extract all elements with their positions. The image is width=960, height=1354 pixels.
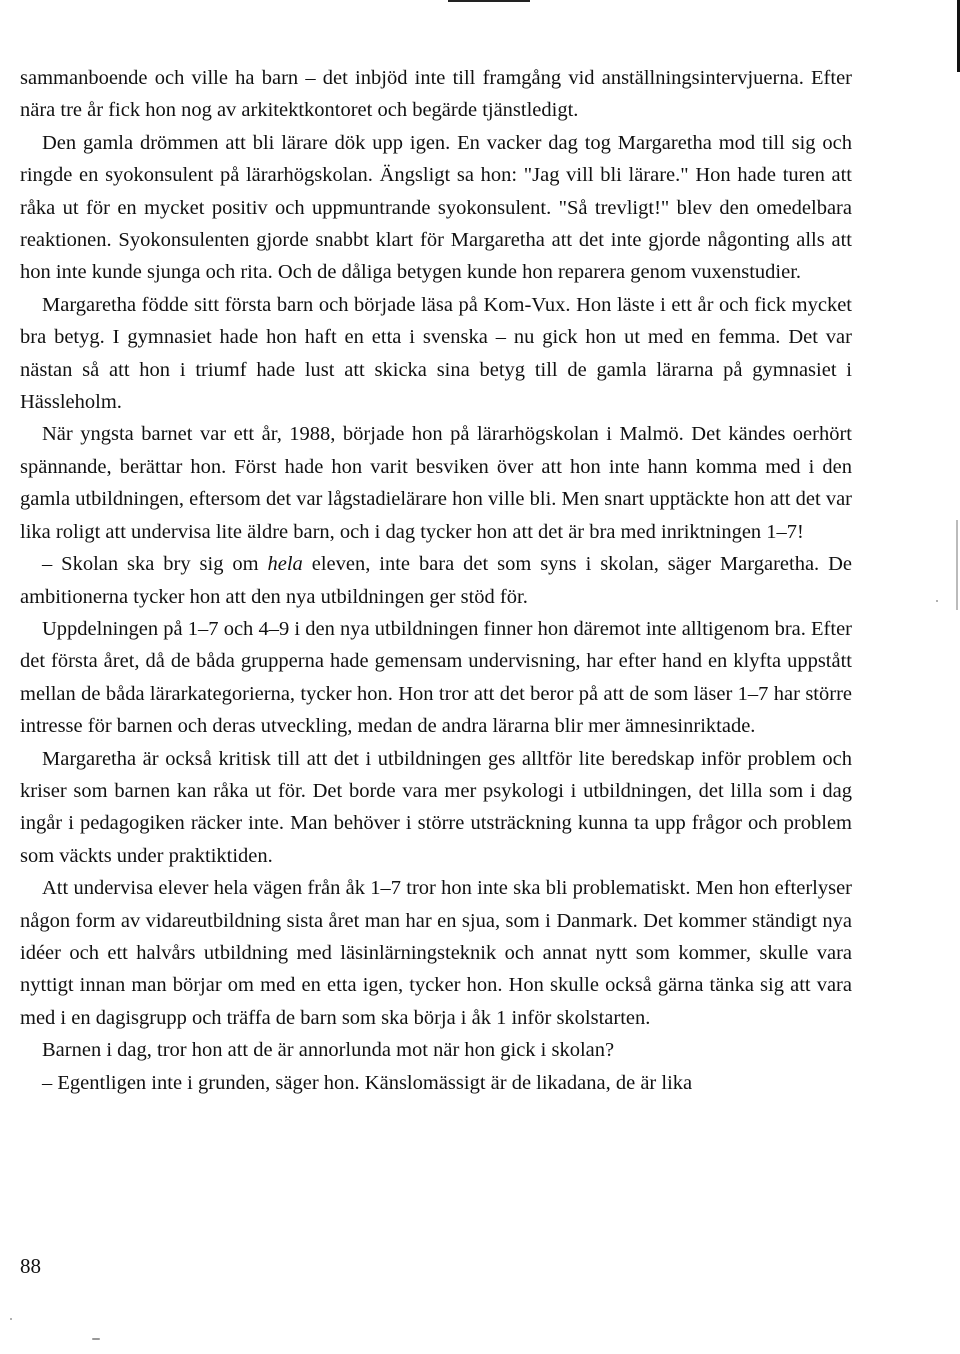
scan-speck [92,1338,100,1340]
paragraph-4: När yngsta barnet var ett år, 1988, började hon på lärarhögskolan i Malmö. Det kändes oerhört spännande, berättar hon. Först hade hon varit besviken över att hon inte hann komma med i den gamla utbildningen, eftersom det var lågstadielärare hon ville bli. Men snart upptäckte hon att det var lika roligt att undervisa lite äldre barn, och i dag tycker hon att det är bra med inriktningen 1–7! [20,423,852,543]
paragraph-3: Margaretha födde sitt första barn och började läsa på Kom-Vux. Hon läste i ett år och fick mycket bra betyg. I gymnasiet hade hon haft en etta i svenska – nu gick hon ut med en femma. Det var nästan så att hon i triumf hade lust att skicka sina betyg till de gamla lärarna på gymnasiet i Hässleholm. [20,293,852,414]
paragraph-9: Barnen i dag, tror hon att de är annorlunda mot när hon gick i skolan? [42,1039,615,1062]
page-number: 88 [20,1254,41,1278]
body-text [20,62,852,1099]
quote-lead: – Skolan ska bry sig om [42,553,268,576]
top-rule [448,0,530,2]
scan-speck [10,1318,12,1320]
paragraph-1: sammanboende och ville ha barn – det inbjöd inte till framgång vid anställningsintervjuerna. Efter nära tre år fick hon nog av arkitektkontoret och begärde tjänstledigt. [20,67,852,122]
paragraph-2: Den gamla drömmen att bli lärare dök upp igen. En vacker dag tog Margaretha mod till sig och ringde en syokonsulent på lärarhögskolan. Ängsligt sa hon: "Jag vill bli lärare." Hon hade turen att råka ut för en mycket positiv och uppmuntrande syokonsulent. "Så trevligt!" blev den omedelbara reaktionen. Syokonsulenten gjorde snabbt klart för Margaretha att det inte gjorde någonting alls att hon inte kunde sjunga och rita. Och de dåliga betygen kunde hon reparera genom vuxenstudier. [20,131,852,284]
paragraph-5 [20,548,852,613]
scan-speck [936,600,938,602]
emphasized-word: hela [267,553,303,576]
paragraph-7: Margaretha är också kritisk till att det i utbildningen ges alltför lite beredskap inför problem och kriser som barnen kan råka ut för. Det borde vara mer psykologi i utbildningen, det lilla som i dag ingår i pedagogiken räcker inte. Man behöver i större utsträckning kunna ta upp frågor och problem som väckts under praktiktiden. [20,747,852,867]
paragraph-8: Att undervisa elever hela vägen från åk 1–7 tror hon inte ska bli problematiskt. Men hon efterlyser någon form av vidareutbildning sista året man har en sjua, som i Danmark. Det kommer ständigt nya idéer och ett halvårs utbildning med läsinlärningsteknik och annat nytt som kommer, skulle vara nyttigt innan man börjar om med en etta igen, tycker hon. Hon skulle också gärna tänka sig att vara med i en dagisgrupp och träffa de barn som ska börja i åk 1 inför skolstarten. [20,877,852,1029]
paragraph-10: – Egentligen inte i grunden, säger hon. Känslomässigt är de likadana, de är lika [42,1071,693,1094]
quote-rest: eleven, inte bara det som syns i skolan, säger Margaretha. De ambitionerna tycker hon att den nya utbildningen ger stöd för. [20,553,853,608]
paragraph-6: Uppdelningen på 1–7 och 4–9 i den nya utbildningen finner hon däremot inte alltigenom bra. Efter det första året, då de båda grupperna hade gemensam undervisning, har efter hand en klyfta uppstått mellan de båda lärarkategorierna, tycker hon. Hon tror att det beror på att de som läser 1–7 har större intresse för barnen och deras utveckling, medan de andra lärarna blir mer ämnesinriktade. [20,617,852,738]
page-edge-shadow [956,520,958,610]
